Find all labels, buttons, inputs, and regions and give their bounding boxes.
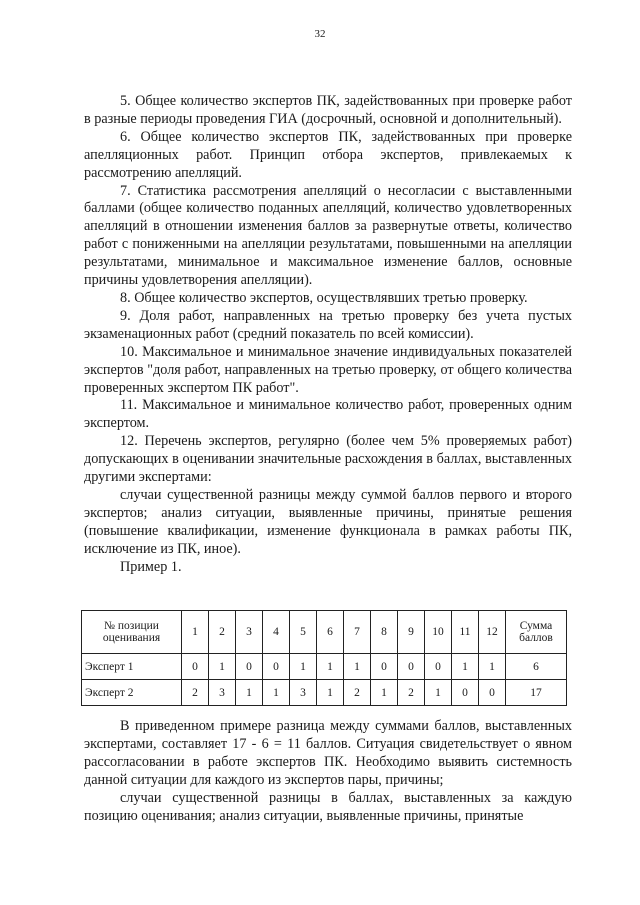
score-cell: 0: [182, 654, 209, 680]
paragraph-5: 5. Общее количество экспертов ПК, задействованных при проверке работ в разные периоды проведения ГИА (досрочный, основной и дополнительный).: [84, 93, 572, 127]
example-explanation: В приведенном примере разница между суммами баллов, выставленных экспертами, составляет 17 - 6 = 11 баллов. Ситуация свидетельствует о явном рассогласовании в работе экспертов ПК. Необходимо выявить системность данной ситуации для каждого из экспертов пары, причины;: [84, 718, 572, 788]
header-sum: Сумма баллов: [506, 611, 567, 654]
score-cell: 0: [236, 654, 263, 680]
score-cell: 1: [371, 680, 398, 706]
score-cell: 1: [290, 654, 317, 680]
table-row: [82, 654, 567, 680]
header-position: 9: [398, 611, 425, 654]
row-label: Эксперт 2: [82, 680, 182, 706]
table-header-row: [82, 611, 567, 654]
row-label: Эксперт 1: [82, 654, 182, 680]
header-position: 10: [425, 611, 452, 654]
document-body-continued: [84, 718, 572, 825]
score-cell: 0: [371, 654, 398, 680]
score-cell: 1: [344, 654, 371, 680]
score-cell: 1: [263, 680, 290, 706]
score-cell: 1: [317, 680, 344, 706]
table-row: [82, 680, 567, 706]
score-cell: 3: [209, 680, 236, 706]
header-position: 5: [290, 611, 317, 654]
paragraph-10: 10. Максимальное и минимальное значение индивидуальных показателей экспертов "доля работ, направленных на третью проверку, от общего количества проверенных экспертом ПК работ".: [84, 343, 572, 396]
example-title: Пример 1.: [120, 558, 182, 575]
score-cell: 2: [398, 680, 425, 706]
score-cell: 0: [425, 654, 452, 680]
paragraph-11: 11. Максимальное и минимальное количество работ, проверенных одним экспертом.: [84, 397, 572, 432]
score-cell: 1: [317, 654, 344, 680]
header-position: 1: [182, 611, 209, 654]
header-position: 12: [479, 611, 506, 654]
paragraph-9: 9. Доля работ, направленных на третью проверку без учета пустых экзаменационных работ (средний показатель по всей комиссии).: [84, 307, 572, 342]
score-cell: 0: [452, 680, 479, 706]
page-number: 32: [314, 28, 326, 40]
header-position: 3: [236, 611, 263, 654]
sum-cell: 6: [506, 654, 567, 680]
scores-table: [81, 610, 567, 706]
paragraph-12: 12. Перечень экспертов, регулярно (более чем 5% проверяемых работ) допускающих в оценивании значительные расхождения в баллах, выставленных другими экспертами:: [84, 433, 572, 486]
positions-case: случаи существенной разницы в баллах, выставленных за каждую позицию оценивания; анализ ситуации, выявленные причины, принятые: [84, 789, 572, 824]
score-cell: 2: [182, 680, 209, 706]
header-position: 6: [317, 611, 344, 654]
score-cell: 3: [290, 680, 317, 706]
paragraph-8: 8. Общее количество экспертов, осуществлявших третью проверку.: [120, 289, 528, 306]
score-cell: 1: [452, 654, 479, 680]
score-cell: 1: [425, 680, 452, 706]
score-cell: 1: [209, 654, 236, 680]
paragraph-6: 6. Общее количество экспертов ПК, задействованных при проверке апелляционных работ. Принцип отбора экспертов, привлекаемых к рассмотрению апелляций.: [84, 128, 572, 181]
paragraph-7: 7. Статистика рассмотрения апелляций о несогласии с выставленными баллами (общее количество поданных апелляций, количество удовлетворенных апелляций в отношении изменения баллов за развернутые ответы, количество работ с пониженными на апелляции результатами, повышенными на апелляции результатами, минимальное и максимальное изменение баллов, основные причины удовлетворения апелляции).: [84, 182, 572, 289]
header-position: 8: [371, 611, 398, 654]
document-body: [84, 93, 572, 576]
score-cell: 0: [263, 654, 290, 680]
paragraph-12-case: случаи существенной разницы между суммой баллов первого и второго экспертов; анализ ситуации, выявленные причины, принятые решения (повышение квалификации, изменение функционала в рамках работы ПК, исключение из ПК, иное).: [84, 486, 572, 557]
score-cell: 0: [479, 680, 506, 706]
header-position: 2: [209, 611, 236, 654]
header-position: 11: [452, 611, 479, 654]
header-position: 7: [344, 611, 371, 654]
score-cell: 2: [344, 680, 371, 706]
header-position: 4: [263, 611, 290, 654]
score-cell: 1: [236, 680, 263, 706]
header-position-label: № позиции оценивания: [82, 611, 182, 654]
score-cell: 1: [479, 654, 506, 680]
sum-cell: 17: [506, 680, 567, 706]
score-cell: 0: [398, 654, 425, 680]
